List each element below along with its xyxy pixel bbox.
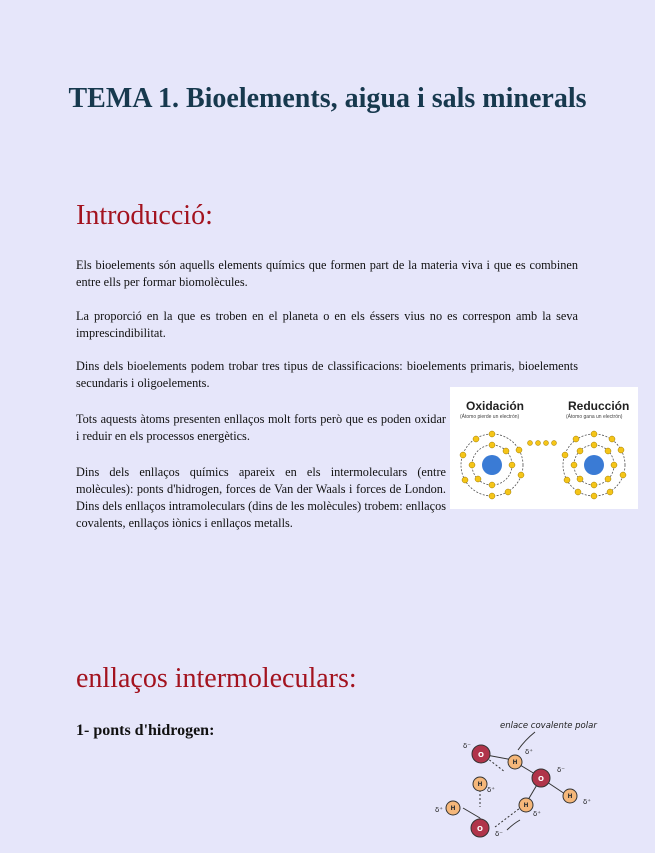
delta-plus-2: δ⁺	[487, 786, 495, 794]
oxidation-label: Oxidación	[466, 399, 525, 413]
hydrogen-label-1: H	[512, 759, 518, 766]
reduction-label: Reducción	[568, 399, 630, 413]
delta-plus-5: δ⁺	[435, 806, 443, 814]
redox-figure	[450, 387, 638, 509]
delta-plus-4: δ⁺	[533, 810, 541, 818]
paragraph-bonds	[76, 464, 446, 532]
delta-minus-3: δ⁻	[495, 830, 503, 838]
reduction-caption: (Átomo gana un electrón)	[566, 414, 623, 420]
hydrogen-label-3: H	[567, 793, 573, 800]
hydrogen-label-4: H	[523, 802, 529, 809]
delta-minus-1: δ⁻	[463, 742, 471, 750]
section-heading-introduccio: Introducció:	[76, 200, 213, 231]
hydrogen-label-2: H	[477, 781, 483, 788]
hydrogen-bond-figure	[425, 712, 625, 848]
section-heading-intermoleculars: enllaços intermoleculars:	[76, 663, 357, 694]
oxidation-nucleus	[482, 455, 502, 475]
delta-minus-2: δ⁻	[557, 766, 565, 774]
paragraph-oxidation: Tots aquests àtoms presenten enllaços molt forts però que es poden oxidar i reduir en els processos energètics.	[76, 412, 446, 443]
transfer-electrons	[528, 441, 557, 446]
delta-plus-3: δ⁺	[583, 798, 591, 806]
reduction-nucleus	[584, 455, 604, 475]
delta-plus-1: δ⁺	[525, 748, 533, 756]
paragraph-proportion: La proporció en la que es troben en el planeta o en els éssers vius no es correspon amb la seva imprescindibilitat.	[76, 309, 578, 340]
covalent-bond-caption: enlace covalente polar	[500, 721, 597, 731]
hydrogen-label-5: H	[450, 805, 456, 812]
oxygen-label-3: O	[477, 825, 483, 833]
oxygen-label-1: O	[478, 751, 484, 759]
oxygen-label-2: O	[538, 775, 544, 783]
oxidation-caption: (Átomo pierde un electrón)	[460, 414, 520, 420]
paragraph-bonds-text: Dins dels enllaços químics apareix en els intermoleculars (entre molècules): ponts d'hidrogen, forces de Van der Waals i forces de London. Dins dels enllaços intramoleculars (dins de les molècules) trobem: enllaços covalents, enllaços iònics i enllaços metalls.	[76, 465, 446, 530]
page-title: TEMA 1. Bioelements, aigua i sals minerals	[68, 83, 587, 114]
subheading-ponts-hidrogen: 1- ponts d'hidrogen:	[76, 722, 215, 739]
paragraph-classifications: Dins dels bioelements podem trobar tres tipus de classificacions: bioelements primaris, bioelements secundaris i oligoelements.	[76, 359, 578, 390]
paragraph-bioelements-definition: Els bioelements són aquells elements químics que formen part de la materia viva i que es combinen entre ells per formar biomolècules.	[76, 258, 578, 289]
hydrogen-bond-diagram	[425, 712, 625, 848]
